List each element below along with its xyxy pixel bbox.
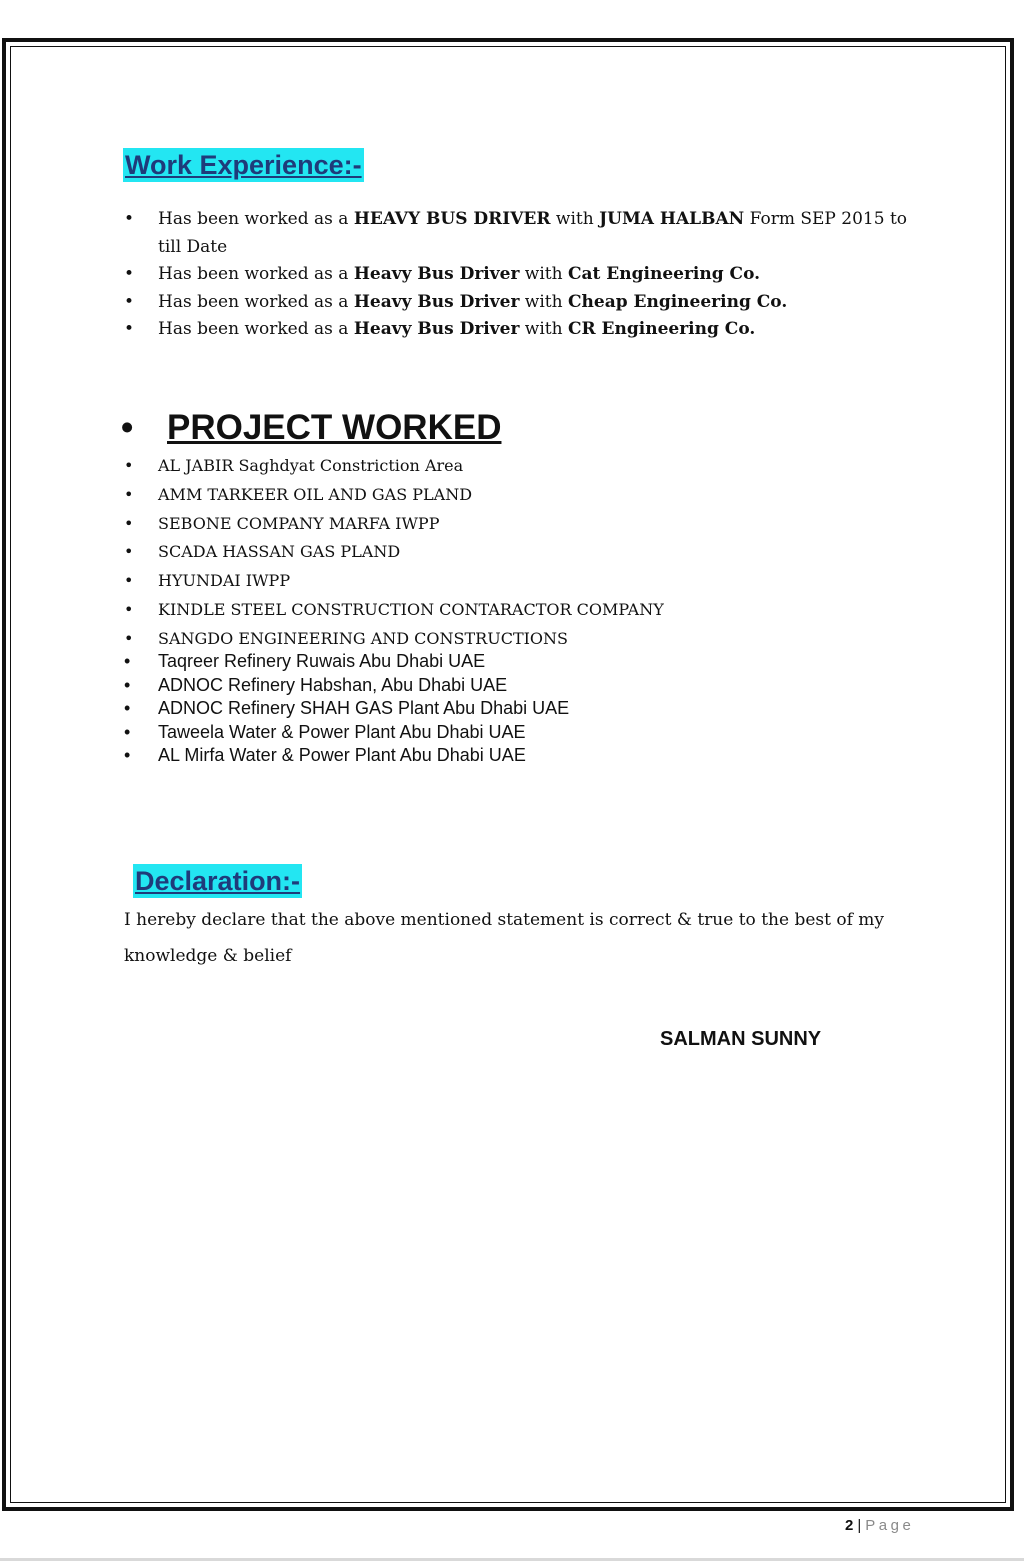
list-item: • SEBONE COMPANY MARFA IWPP	[121, 510, 911, 539]
project-heading-bullet: •	[121, 408, 134, 447]
list-item	[121, 289, 911, 317]
declaration-heading: Declaration:-	[135, 866, 301, 896]
list-item: • AL JABIR Saghdyat Constriction Area	[121, 452, 911, 481]
work-item-prefix: Has been worked as a	[158, 319, 354, 339]
project-worked-heading	[121, 406, 501, 450]
work-item-company: Cat Engineering Co.	[567, 264, 761, 284]
list-item: • SCADA HASSAN GAS PLAND	[121, 538, 911, 567]
list-item: • HYUNDAI IWPP	[121, 567, 911, 596]
work-experience-heading: Work Experience:-	[125, 150, 362, 180]
work-item-company: JUMA HALBAN	[599, 209, 745, 229]
work-item-company: CR Engineering Co.	[567, 319, 756, 339]
work-item-prefix: Has been worked as a	[158, 264, 354, 284]
list-item	[121, 206, 911, 261]
work-item-mid: with	[519, 319, 568, 339]
work-item-mid: with	[550, 209, 600, 229]
list-item: • Taweela Water & Power Plant Abu Dhabi UAE	[121, 721, 911, 745]
page-number-footer	[845, 1516, 914, 1536]
work-item-role: Heavy Bus Driver	[353, 264, 520, 284]
list-item: • AL Mirfa Water & Power Plant Abu Dhabi UAE	[121, 744, 911, 768]
work-item-role: Heavy Bus Driver	[353, 291, 520, 312]
list-item: • SANGDO ENGINEERING AND CONSTRUCTIONS	[121, 625, 911, 654]
work-item-mid: with	[519, 264, 568, 284]
project-list	[121, 452, 911, 654]
work-item-prefix: Has been worked as a	[158, 209, 354, 229]
work-item-role: HEAVY BUS DRIVER	[353, 209, 551, 229]
list-item: • Taqreer Refinery Ruwais Abu Dhabi UAE	[121, 650, 911, 674]
bottom-divider	[0, 1558, 1024, 1561]
list-item: • ADNOC Refinery Habshan, Abu Dhabi UAE	[121, 674, 911, 698]
page-number: 2	[845, 1517, 854, 1534]
page-label: Page	[865, 1517, 915, 1534]
list-item: • ADNOC Refinery SHAH GAS Plant Abu Dhabi UAE	[121, 697, 911, 721]
project-list-continued	[121, 650, 911, 768]
work-item-suffix: Form SEP 2015 to till Date	[158, 209, 908, 257]
work-experience-list	[121, 206, 911, 344]
work-item-prefix: Has been worked as a	[158, 291, 354, 312]
work-item-company: Cheap Engineering Co.	[567, 291, 788, 312]
page-number-separator: |	[857, 1517, 862, 1534]
list-item: • AMM TARKEER OIL AND GAS PLAND	[121, 481, 911, 510]
project-heading-text: PROJECT WORKED	[167, 408, 502, 447]
list-item	[121, 316, 911, 344]
work-item-mid: with	[519, 291, 568, 312]
work-item-role: Heavy Bus Driver	[353, 319, 520, 339]
declaration-text: I hereby declare that the above mentioned statement is correct & true to the best of my knowledge & belief	[124, 910, 884, 966]
list-item	[121, 261, 911, 289]
signature-name: SALMAN SUNNY	[660, 1028, 822, 1050]
list-item: • KINDLE STEEL CONSTRUCTION CONTARACTOR COMPANY	[121, 596, 911, 625]
